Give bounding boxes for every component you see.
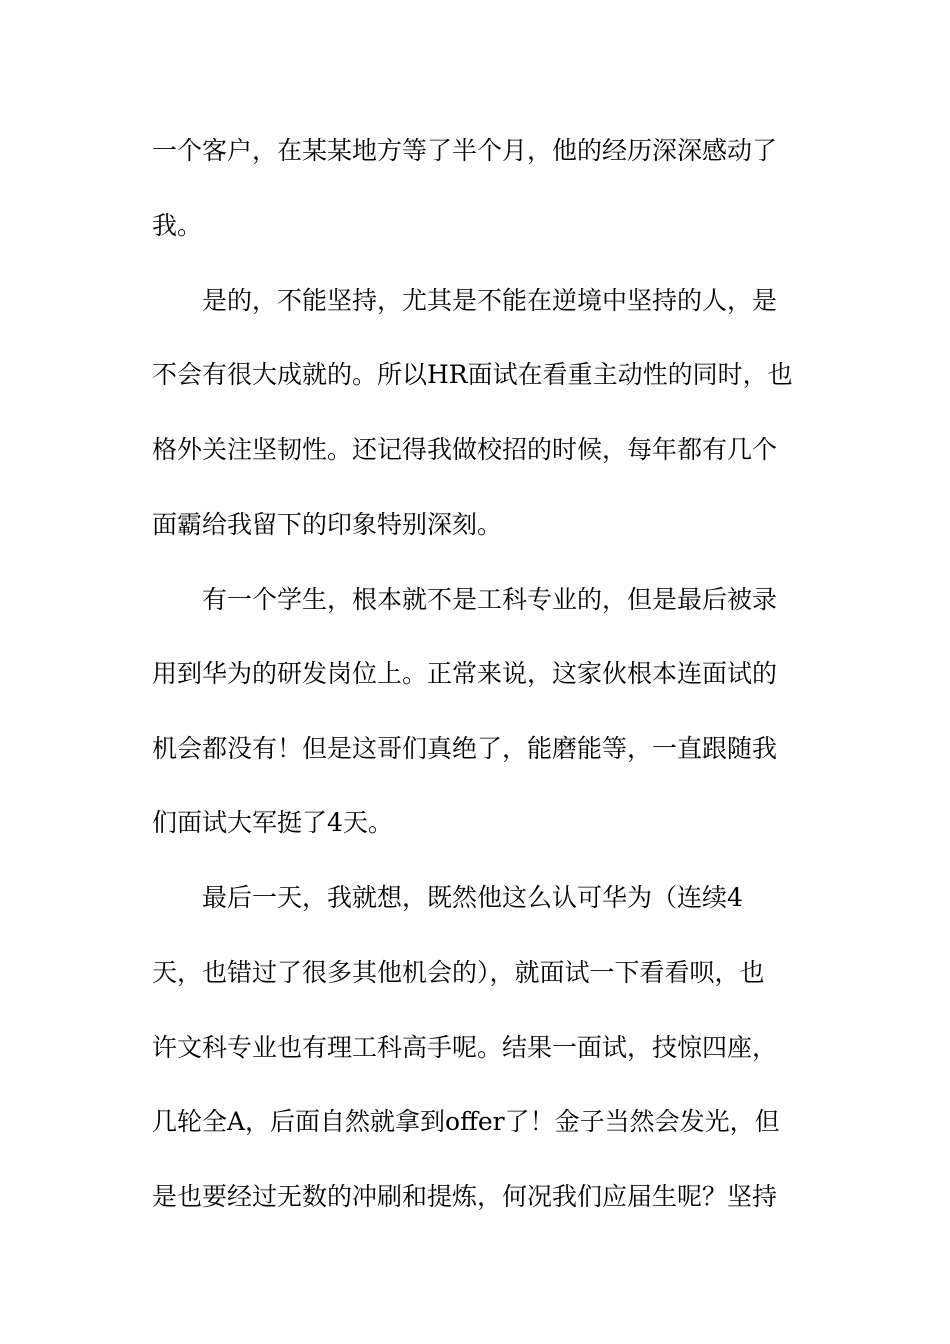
text-line: 天，也错过了很多其他机会的），就面试一下看看呗，也 [152, 958, 765, 987]
text-line: 是也要经过无数的冲刷和提炼，何况我们应届生呢？坚持 [152, 1182, 778, 1211]
text-line: 机会都没有！但是这哥们真绝了，能磨能等，一直跟随我 [152, 734, 778, 763]
text-line: 不会有很大成就的。所以HR面试在看重主动性的同时，也 [152, 360, 793, 389]
text-line: 许文科专业也有理工科高手呢。结果一面试，技惊四座， [152, 1033, 778, 1062]
text-line: 们面试大军挺了4天。 [152, 808, 393, 837]
text-line: 用到华为的研发岗位上。正常来说，这家伙根本连面试的 [152, 659, 778, 688]
text-line: 我。 [152, 211, 203, 240]
paragraph-first-line: 最后一天，我就想，既然他这么认可华为（连续4 [202, 883, 743, 912]
text-line: 格外关注坚韧性。还记得我做校招的时候，每年都有几个 [152, 435, 778, 464]
paragraph-first-line: 是的，不能坚持，尤其是不能在逆境中坚持的人，是 [202, 286, 778, 315]
text-line: 几轮全A，后面自然就拿到offer了！金子当然会发光，但 [152, 1107, 780, 1136]
paragraph-first-line: 有一个学生，根本就不是工科专业的，但是最后被录 [202, 585, 778, 614]
text-line: 面霸给我留下的印象特别深刻。 [152, 510, 503, 539]
text-line: 一个客户，在某某地方等了半个月，他的经历深深感动了 [152, 136, 778, 165]
